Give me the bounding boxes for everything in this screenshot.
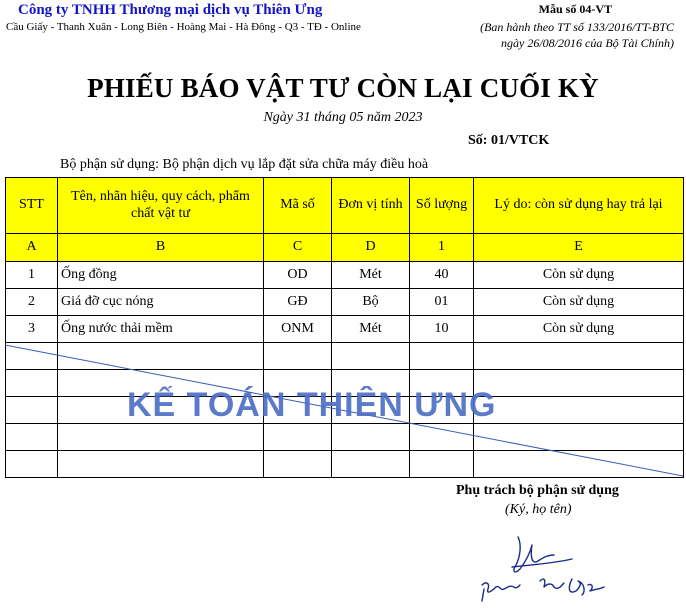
cell-code: OD (264, 262, 332, 289)
header-unit: Đơn vị tính (332, 178, 410, 234)
form-code: Mẫu số 04-VT (538, 2, 612, 16)
document-number: Số: 01/VTCK (468, 133, 550, 148)
document-title: PHIẾU BÁO VẬT TƯ CÒN LẠI CUỐI KỲ (87, 73, 599, 103)
letter-cell: 1 (410, 234, 474, 262)
letter-cell: D (332, 234, 410, 262)
cell-code: GĐ (264, 289, 332, 316)
letter-cell: A (6, 234, 58, 262)
letter-cell: C (264, 234, 332, 262)
cell-code: ONM (264, 316, 332, 343)
cell-stt: 1 (6, 262, 58, 289)
cell-unit: Mét (332, 262, 410, 289)
signature-title: Phụ trách bộ phận sử dụng (456, 483, 619, 498)
cell-item-name: Ống đồng (58, 262, 264, 289)
cell-reason: Còn sử dụng (474, 289, 684, 316)
header-code: Mã số (264, 178, 332, 234)
letter-cell: B (58, 234, 264, 262)
cell-quantity: 01 (410, 289, 474, 316)
watermark-text: KẾ TOÁN THIÊN ƯNG (127, 386, 497, 424)
signature-note: (Ký, họ tên) (505, 502, 572, 517)
table-row (6, 289, 684, 316)
cell-reason: Còn sử dụng (474, 316, 684, 343)
letter-cell: E (474, 234, 684, 262)
cell-item-name: Ống nước thải mềm (58, 316, 264, 343)
company-address: Cầu Giấy - Thanh Xuân - Long Biên - Hoàng Mai - Hà Đông - Q3 - TĐ - Online (6, 21, 361, 33)
header-item-name: Tên, nhãn hiệu, quy cách, phẩm chất vật tư (58, 178, 264, 234)
cell-item-name: Giá đỡ cục nóng (58, 289, 264, 316)
cell-unit: Bộ (332, 289, 410, 316)
table-row (6, 262, 684, 289)
company-name: Công ty TNHH Thương mại dịch vụ Thiên Ưng (18, 2, 323, 18)
cell-reason: Còn sử dụng (474, 262, 684, 289)
header-stt: STT (6, 178, 58, 234)
cell-unit: Mét (332, 316, 410, 343)
handwritten-signature (460, 525, 640, 610)
header-quantity: Số lượng (410, 178, 474, 234)
form-regulation-line2: ngày 26/08/2016 của Bộ Tài Chính) (501, 36, 674, 50)
header-reason: Lý do: còn sử dụng hay trả lại (474, 178, 684, 234)
table-header-row (6, 178, 684, 234)
document-date: Ngày 31 tháng 05 năm 2023 (263, 110, 423, 125)
table-row (6, 316, 684, 343)
cell-stt: 3 (6, 316, 58, 343)
form-regulation-line1: (Ban hành theo TT số 133/2016/TT-BTC (480, 20, 674, 34)
table-letter-row (6, 234, 684, 262)
cell-stt: 2 (6, 289, 58, 316)
cell-quantity: 40 (410, 262, 474, 289)
department-line: Bộ phận sử dụng: Bộ phận dịch vụ lắp đặt sửa chữa máy điều hoà (60, 157, 429, 172)
cell-quantity: 10 (410, 316, 474, 343)
